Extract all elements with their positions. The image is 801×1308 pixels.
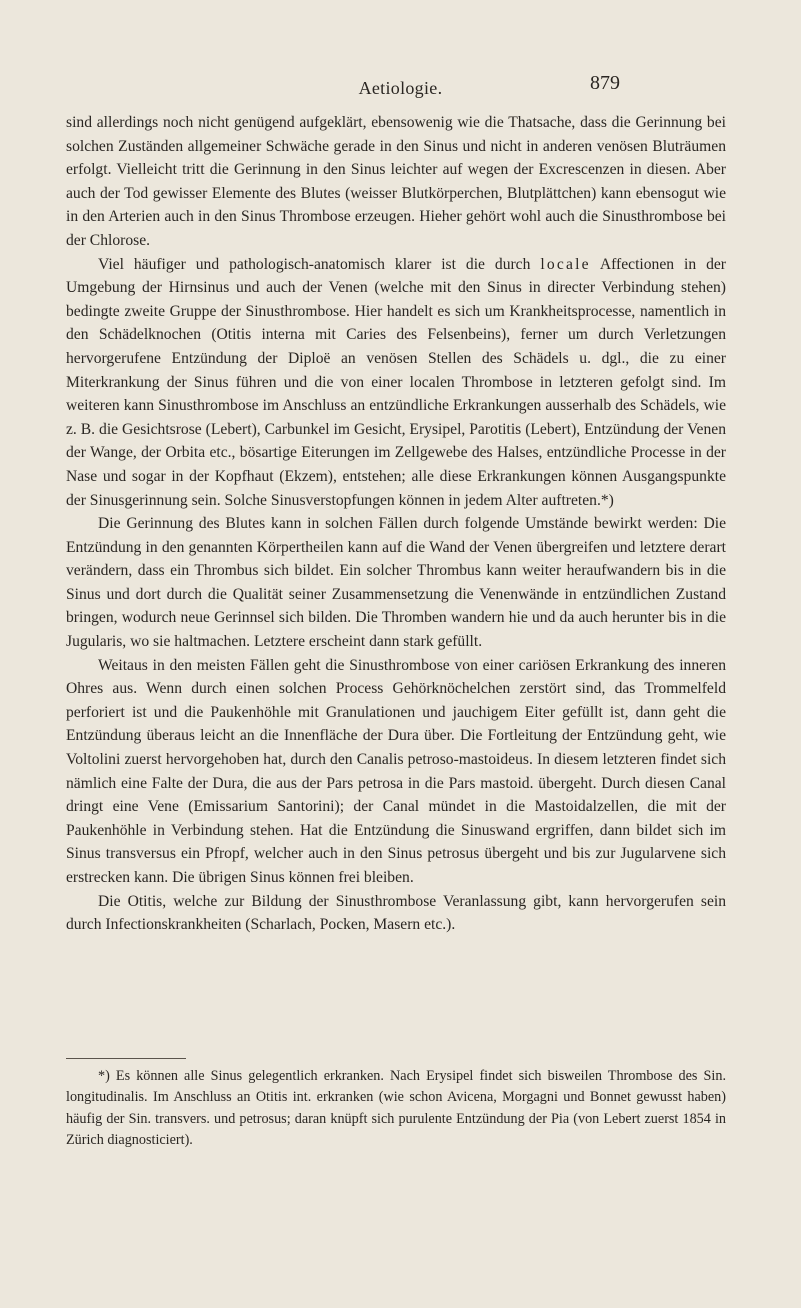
spaced-emphasis: locale xyxy=(540,255,591,273)
paragraph-text: Die Gerinnung des Blutes kann in solchen Fällen durch folgende Umstände bewirkt werden: Die Entzündung in den genannten Körpertheilen kann auf die Wand der Venen übergreifen und letztere derart verändern, dass ein Thrombus sich bildet. Ein solcher Thrombus kann weiter heraufwandern bis in die Sinus und dort durch die Qualität seiner Zusammensetzung die Venenwände in entzündlichen Zustand bringen, wodurch neue Gerinnsel sich bilden. Die Thromben wandern hie und da auch herunter bis in die Jugularis, wo sie haltmachen. Letztere erscheint dann stark gefüllt. xyxy=(66,515,726,651)
paragraph-text: sind allerdings noch nicht genügend aufgeklärt, ebensowenig wie die Thatsache, dass die Gerinnung bei solchen Zuständen allgemeiner Schwäche gerade in den Sinus und nicht in anderen venösen Bluträumen erfolgt. Vielleicht tritt die Gerinnung in den Sinus leichter auf wegen der Excrescenzen in diesen. Aber auch der Tod gewisser Elemente des Blutes (weisser Blutkörperchen, Blutplättchen) kann ebensogut wie in den Arterien auch in den Sinus Thrombose erzeugen. Hieher gehört wohl auch die Sinusthrombose bei der Chlorose. xyxy=(66,114,726,249)
paragraph xyxy=(66,111,726,253)
footnote: *) Es können alle Sinus gelegentlich erkranken. Nach Erysipel findet sich bisweilen Thrombose des Sin. longitudinalis. Im Anschluss an Otitis int. erkranken (wie schon Avicena, Morgagni und Bonnet gewusst haben) häufig der Sin. transvers. und petrosus; daran knüpft sich purulente Entzündung der Pia (von Lebert zuerst 1854 in Zürich diagnosticiert). xyxy=(66,1068,726,1149)
paragraph-text: Viel häufiger und pathologisch-anatomisch klarer ist die durch xyxy=(98,255,541,273)
page-number: 879 xyxy=(590,72,620,94)
body-text xyxy=(66,111,726,937)
footnote-divider xyxy=(66,1058,186,1059)
paragraph xyxy=(66,654,726,890)
paragraph-text: Affectionen in der Umgebung der Hirnsinus und auch der Venen (welche mit den Sinus in directer Verbindung stehen) bedingte zweite Gruppe der Sinusthrombose. Hier handelt es sich um Krankheitsprocesse, namentlich in den Schädelknochen (Otitis interna mit Caries des Felsenbeins), ferner um durch Verletzungen hervorgerufene Entzündung der Diploë an venösen Stellen des Schädels u. dgl., die zu einer Miterkrankung der Sinus führen und die von einer localen Thrombose in letzteren gefolgt sind. Im weiteren kann Sinusthrombose im Anschluss an entzündliche Erkrankungen ausserhalb des Schädels, wie z. B. die Gesichtsrose (Lebert), Carbunkel im Gesicht, Erysipel, Parotitis (Lebert), Entzündung der Venen der Wange, der Orbita etc., bösartige Eiterungen im Zellgewebe des Halses, entzündliche Processe in der Nase und sogar in der Kopfhaut (Ekzem), entstehen; alle diese Erkrankungen können Ausgangspunkte der Sinusgerinnung sein. Solche Sinusverstopfungen können in jedem Alter auftreten.*) xyxy=(66,255,726,509)
paragraph-text: Weitaus in den meisten Fällen geht die Sinusthrombose von einer cariösen Erkrankung des inneren Ohres aus. Wenn durch einen solchen Process Gehörknöchelchen zerstört sind, das Trommelfeld perforiert ist und die Paukenhöhle mit Granulationen und jauchigem Eiter gefüllt ist, dann geht die Entzündung überaus leicht an die Innenfläche der Dura über. Die Fortleitung der Entzündung geht, wie Voltolini zuerst hervorgehoben hat, durch den Canalis petroso-mastoideus. In diesem letzteren findet sich nämlich eine Falte der Dura, die aus der Pars petrosa in die Pars mastoid. übergeht. Durch diesen Canal dringt eine Vene (Emissarium Santorini); der Canal mündet in die Mastoidalzellen, die mit der Paukenhöhle in Verbindung stehen. Hat die Entzündung die Sinuswand ergriffen, dann bildet sich im Sinus transversus ein Pfropf, welcher auch in den Sinus petrosus übergeht und bis zur Jugularvene sich erstrecken kann. Die übrigen Sinus können frei bleiben. xyxy=(66,656,726,886)
paragraph xyxy=(66,512,726,654)
running-title: Aetiologie. xyxy=(358,78,443,98)
paragraph xyxy=(66,890,726,937)
page-header xyxy=(0,70,801,100)
paragraph-text: Die Otitis, welche zur Bildung der Sinusthrombose Veranlassung gibt, kann hervorgerufen sein durch Infectionskrankheiten (Scharlach, Pocken, Masern etc.). xyxy=(66,892,726,934)
paragraph xyxy=(66,253,726,513)
